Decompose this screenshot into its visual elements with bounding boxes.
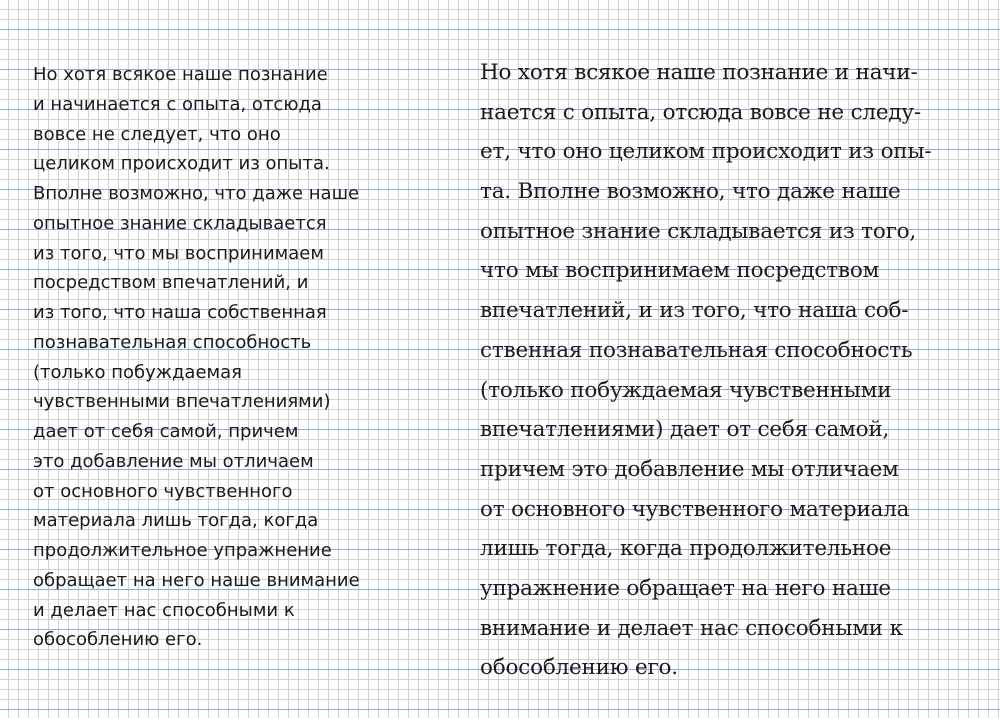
left-text-line: обособлению его.: [33, 629, 203, 651]
right-text-line: та. Вполне возможно, что даже наше: [480, 179, 901, 205]
left-text-line: из того, что наша собственная: [33, 302, 327, 323]
left-text-line: это добавление мы отличаем: [33, 450, 314, 472]
right-text-line: ственная познавательная способность: [480, 337, 913, 363]
right-text-line: опытное знание складывается из того,: [480, 218, 917, 244]
left-text-line: познавательная способность: [33, 331, 312, 353]
left-text-line: чувственными впечатлениями): [33, 391, 331, 413]
right-text-line: впечатлений, и из того, что наша соб-: [480, 298, 909, 324]
left-text-line: Но хотя всякое наше познание: [33, 64, 328, 85]
right-text-line: упражнение обращает на него наше: [480, 575, 891, 601]
right-text-line: причем это добавление мы отличаем: [480, 456, 899, 482]
left-text-line: (только побуждаемая: [33, 361, 242, 383]
left-text-line: от основного чувственного: [33, 480, 293, 502]
left-text-column: [33, 60, 360, 655]
right-text-line: от основного чувственного материала: [480, 496, 910, 522]
left-text-line: и делает нас способными к: [33, 599, 295, 621]
left-text-line: из того, что мы воспринимаем: [33, 242, 324, 264]
left-text-line: материала лишь тогда, когда: [33, 510, 319, 532]
left-text-line: вовсе не следует, что оно: [33, 123, 281, 145]
right-text-line: впечатлениями) дает от себя самой,: [480, 417, 890, 443]
right-text-line: что мы воспринимаем посредством: [480, 258, 880, 284]
right-text-line: (только побуждаемая чувственными: [480, 377, 892, 403]
left-text-line: обращает на него наше внимание: [33, 569, 360, 591]
right-text-line: ет, что оно целиком происходит из опы-: [480, 139, 932, 165]
left-text-line: Вполне возможно, что даже наше: [33, 183, 360, 204]
left-text-line: опытное знание складывается: [33, 212, 327, 234]
left-text-line: дает от себя самой, причем: [33, 421, 299, 442]
right-text-line: Но хотя всякое наше познание и начи-: [480, 60, 918, 85]
right-text-column: [480, 53, 931, 688]
left-text-line: и начинается с опыта, отсюда: [33, 93, 322, 115]
right-text-line: нается с опыта, отсюда вовсе не следу-: [480, 99, 921, 125]
right-text-line: внимание и делает нас способными к: [480, 615, 903, 641]
right-text-line: обособлению его.: [480, 655, 678, 681]
right-text-line: лишь тогда, когда продолжительное: [480, 536, 892, 562]
left-text-line: продолжительное упражнение: [33, 540, 332, 561]
left-text-line: целиком происходит из опыта.: [33, 153, 330, 175]
left-text-line: посредством впечатлений, и: [33, 272, 309, 294]
